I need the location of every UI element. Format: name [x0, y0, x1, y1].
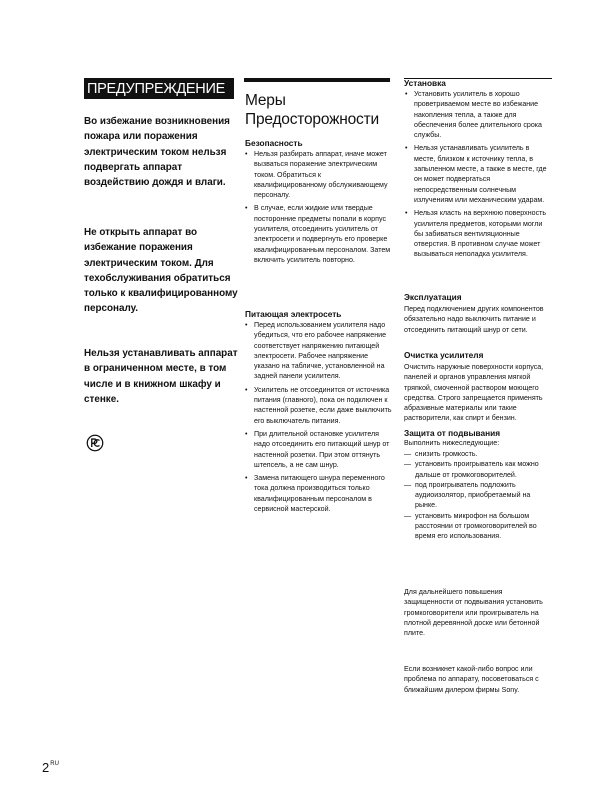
- list-item: • Нельзя класть на верхнюю поверхность усилителя предметов, которыми могли бы забиваться вентиляционные отверстия. В противном случае может вызываться неполадка усилителя.: [404, 208, 552, 259]
- warning-service-text: Не открыть аппарат во избежание поражения электрическим током. Для техобслуживания обратиться только к квалифицированному персоналу.: [84, 227, 238, 315]
- power-list: [244, 320, 392, 517]
- precautions-title: [245, 91, 390, 129]
- dealer-note: Если возникнет какой-либо вопрос или проблема по аппарату, посоветоваться с ближайшим дилером фирмы Sony.: [404, 665, 539, 694]
- precautions-title-line2: Предосторожности: [245, 111, 379, 128]
- list-item: • Нельзя разбирать аппарат, иначе может вызваться поражение электрическим током. Обратиться к квалифицированному обслуживающему персоналу.: [244, 149, 392, 200]
- warning-title: ПРЕДУПРЕЖДЕНИЕ: [84, 78, 234, 99]
- operation-text: Перед подключением других компонентов обязательно надо выключить питание и отсоединить питающий шнур от сети.: [404, 305, 544, 334]
- safety-list: [244, 149, 392, 268]
- list-item: • Нельзя устанавливать усилитель в месте, близком к источнику тепла, в запыленном месте, а также в месте, где он может подвергаться непосредственным солнечным излучениям или механическим ударам.: [404, 143, 552, 205]
- safety-heading: Безопасность: [245, 138, 303, 148]
- installation-heading: Установка: [404, 78, 446, 88]
- maintenance-column: [404, 78, 552, 694]
- howling-text: Для дальнейшего повышения защищенности от подвывания установить громкоговорители или проигрыватель на плотной деревянной доске или бетонной плите.: [404, 588, 543, 638]
- operation-heading: Эксплуатация: [404, 292, 462, 302]
- howling-list: [404, 449, 552, 542]
- page-lang: RU: [50, 761, 59, 767]
- list-item: • Усилитель не отсоединится от источника питания (главного), пока он подключен к настенной розетке, если даже выключить его выключатель питания.: [244, 385, 392, 426]
- warning-column: [84, 78, 238, 405]
- cleaning-text: Очистить наружные поверхности корпуса, панелей и органов управления мягкой тряпкой, смоченной раствором моющего средства. Строго запрещается применять абразивные материалы или такие растворители, как спирт и бензин.: [404, 363, 544, 423]
- list-item: — установить проигрыватель как можно дальше от громкоговорителей.: [404, 459, 552, 480]
- list-item: — установить микрофон на большом расстоянии от громкоговорителей во время его использования.: [404, 511, 552, 542]
- certification-seal-icon: [86, 434, 104, 452]
- section-rule: [244, 78, 390, 82]
- list-item: • Перед использованием усилителя надо убедиться, что его рабочее напряжение соответствует напряжению питающей электросети. Рабочее напряжение указано на табличке, установленной на задней панели усилителя.: [244, 320, 392, 382]
- list-item: • Замена питающего шнура переменного тока должна производиться только квалифицированным персоналом в сервисной мастерской.: [244, 473, 392, 514]
- precautions-title-line1: Меры: [245, 92, 286, 109]
- list-item: • Установить усилитель в хорошо проветриваемом месте во избежание накопления тепла, а также для обеспечения более длительного срока службы.: [404, 89, 552, 140]
- precautions-column: [244, 78, 392, 514]
- howling-heading: Защита от подвывания: [404, 428, 501, 438]
- list-item: — снизить громкость.: [404, 449, 552, 459]
- page-number: [42, 760, 59, 775]
- warning-placement-text: Нельзя устанавливать аппарат в ограниченном месте, в том числе и в книжном шкафу и стенке.: [84, 348, 238, 405]
- list-item: • При длительной остановке усилителя надо отсоединить его питающий шнур от настенной розетки. При этом оттянуть штепсель, а не сам шнур.: [244, 429, 392, 470]
- installation-list: [404, 89, 552, 263]
- power-heading: Питающая электросеть: [245, 309, 342, 319]
- howling-intro: Выполнить нижеследующие:: [404, 439, 500, 447]
- cleaning-heading: Очистка усилителя: [404, 350, 484, 360]
- warning-fire-text: Во избежание возникновения пожара или поражения электрическим током нельзя подвергать аппарат воздействию дождя и влаги.: [84, 116, 230, 189]
- list-item: — под проигрыватель подложить аудиоизолятор, приобретаемый на рынке.: [404, 480, 552, 511]
- list-item: • В случае, если жидкие или твердые посторонние предметы попали в корпус усилителя, отсоединить усилитель от электросети и подвергнуть его проверке квалифицированным персоналом. Затем включить усилитель повторно.: [244, 203, 392, 265]
- page-number-value: 2: [42, 760, 50, 775]
